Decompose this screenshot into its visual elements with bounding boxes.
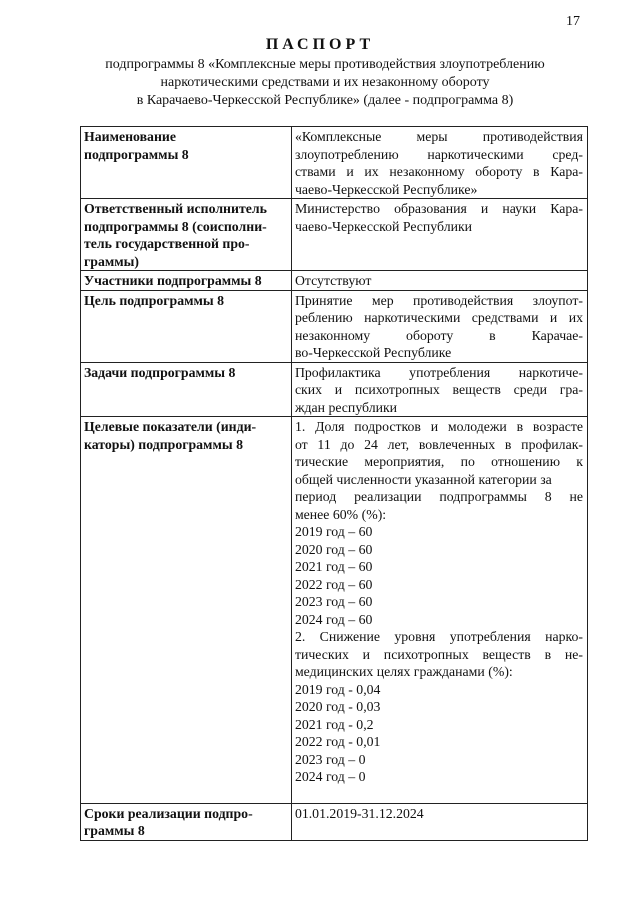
row-value-line: 2022 год - 0,01 [294, 734, 381, 749]
row-value-line: «Комплексные меры противодействия [294, 129, 583, 144]
document-subtitle [60, 56, 590, 110]
row-value-line: ских и психотропных веществ среди гра- [294, 382, 583, 397]
passport-row [81, 290, 588, 362]
row-label-line: Наименование [84, 129, 176, 144]
row-value [291, 362, 587, 417]
row-value-line: Принятие мер противодействия злоупот- [294, 292, 583, 308]
row-label-line: Ответственный исполнитель [84, 201, 267, 216]
subtitle-line: в Карачаево-Черкесской Республике» (далее - подпрограмма 8) [136, 93, 514, 108]
row-value-line: ждан республики [294, 399, 398, 415]
row-label [81, 271, 292, 291]
row-label-line: Целевые показатели (инди- [84, 419, 257, 434]
row-label [81, 803, 292, 840]
row-label [81, 199, 292, 271]
passport-row [81, 362, 588, 417]
row-value-line: менее 60% (%): [294, 506, 387, 522]
row-value-line: 2021 год - 0,2 [294, 716, 374, 732]
row-value-line: 2020 год - 0,03 [294, 699, 381, 714]
row-value [291, 271, 587, 291]
row-value-line: 2024 год – 60 [294, 611, 373, 627]
row-value-line: реблению наркотическими средствами и их [294, 310, 583, 325]
row-value-line: 2023 год – 60 [294, 594, 373, 609]
row-value-line: период реализации подпрограммы 8 не [294, 489, 583, 504]
row-value-line: 2019 год - 0,04 [294, 681, 381, 697]
row-value [291, 417, 587, 804]
row-label-line: граммы 8 [84, 823, 145, 838]
passport-row [81, 271, 588, 291]
passport-table-body [81, 127, 588, 841]
row-value [291, 127, 587, 199]
row-value-line: чаево-Черкесской Республики [294, 218, 473, 234]
row-value-line: Министерство образования и науки Кара- [294, 201, 583, 216]
row-label-line: Сроки реализации подпро- [84, 805, 253, 821]
row-value [291, 199, 587, 271]
row-label [81, 127, 292, 199]
row-value-line: от 11 до 24 лет, вовлеченных в профилак- [294, 436, 583, 452]
row-label [81, 362, 292, 417]
row-value-line: 2. Снижение уровня употребления нарко- [294, 629, 583, 644]
row-value-line: во-Черкесской Республике [294, 345, 452, 360]
row-value-line: 2023 год – 0 [294, 751, 366, 767]
passport-row [81, 127, 588, 199]
row-value [291, 290, 587, 362]
row-value-line: Профилактика употребления наркотиче- [294, 364, 583, 380]
row-value-line: Отсутствуют [294, 273, 372, 288]
row-label-line: Задачи подпрограммы 8 [84, 364, 236, 380]
row-value-line: незаконному обороту в Карачае- [294, 327, 583, 343]
page-number: 17 [566, 14, 580, 29]
row-value-line: тические мероприятия, по отношению к [294, 454, 583, 469]
row-label [81, 417, 292, 804]
row-label-line: тель государственной про- [84, 236, 250, 251]
row-value-line: тических и психотропных веществ в не- [294, 646, 583, 662]
row-label-line: Участники подпрограммы 8 [84, 273, 262, 288]
row-label-line: подпрограммы 8 (соисполни- [84, 218, 267, 234]
row-value-line: 2024 год – 0 [294, 769, 366, 784]
row-label-line: каторы) подпрограммы 8 [84, 436, 243, 452]
row-label [81, 290, 292, 362]
row-value-line: 2021 год – 60 [294, 559, 373, 574]
row-value-line: 01.01.2019-31.12.2024 [294, 805, 424, 821]
subtitle-line: наркотическими средствами и их незаконному обороту [160, 75, 490, 90]
row-value-line: 2022 год – 60 [294, 576, 373, 592]
row-value-line: 1. Доля подростков и молодежи в возрасте [294, 419, 583, 434]
row-label-line: Цель подпрограммы 8 [84, 292, 225, 308]
passport-row [81, 803, 588, 840]
passport-row [81, 417, 588, 804]
row-value-line: 2020 год – 60 [294, 541, 373, 557]
passport-table [80, 126, 588, 841]
row-value-line: медицинских целях гражданами (%): [294, 664, 513, 679]
subtitle-line: подпрограммы 8 «Комплексные меры противодействия злоупотреблению [105, 57, 545, 72]
row-value-line: злоупотреблению наркотическими сред- [294, 146, 583, 162]
row-label-line: подпрограммы 8 [84, 146, 189, 162]
document-title: ПАСПОРТ [265, 36, 375, 53]
row-value-line: ствами и их незаконному обороту в Кара- [294, 164, 583, 179]
passport-row [81, 199, 588, 271]
row-value-line: общей численности указанной категории за [294, 471, 552, 487]
row-value-line: чаево-Черкесской Республике» [294, 181, 478, 197]
row-value [291, 803, 587, 840]
row-label-line: граммы) [84, 253, 139, 269]
row-value-line: 2019 год – 60 [294, 524, 373, 539]
